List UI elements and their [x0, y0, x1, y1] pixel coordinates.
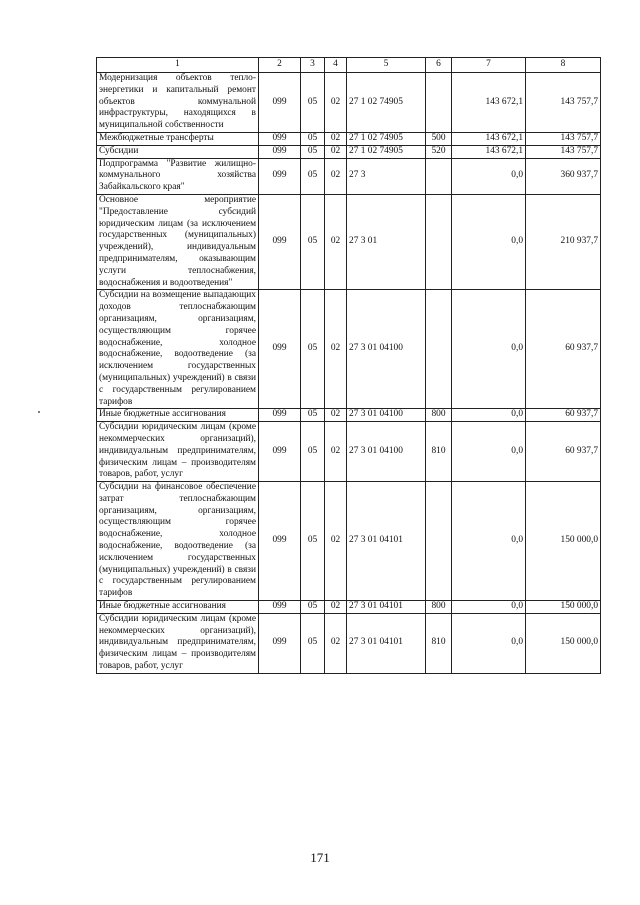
- ministry-code-cell: 099: [259, 422, 301, 482]
- section-code-cell: 05: [301, 409, 325, 422]
- amount-year1-cell: 0,0: [452, 409, 526, 422]
- table-row: [97, 409, 601, 422]
- row-name-cell: Иные бюджетные ассигнования: [97, 409, 259, 422]
- subsection-code-cell: 02: [325, 158, 347, 194]
- ministry-code-cell: 099: [259, 482, 301, 601]
- column-header: 7: [452, 58, 526, 73]
- target-article-cell: 27 3 01 04101: [347, 613, 426, 673]
- row-name-cell: Иные бюджетные ассигнования: [97, 601, 259, 614]
- amount-year2-cell: 60 937,7: [526, 290, 601, 409]
- table-row: [97, 145, 601, 158]
- ministry-code-cell: 099: [259, 73, 301, 133]
- target-article-cell: 27 3 01 04100: [347, 422, 426, 482]
- ministry-code-cell: 099: [259, 290, 301, 409]
- subsection-code-cell: 02: [325, 194, 347, 289]
- scan-speck: [38, 411, 40, 413]
- row-name-cell: Субсидии на возмещение выпадающих доходов теплоснабжающим организациям, организациям, осуществляющим горячее водоснабжение, холодное водоснабжение, водоотведение (за исключением государственных (муниципальных) учреждений) в связи с государственным регулированием тарифов: [97, 290, 259, 409]
- table-row: [97, 482, 601, 601]
- subsection-code-cell: 02: [325, 422, 347, 482]
- expense-type-cell: [426, 290, 452, 409]
- section-code-cell: 05: [301, 482, 325, 601]
- expense-type-cell: 520: [426, 145, 452, 158]
- table-row: [97, 601, 601, 614]
- target-article-cell: 27 3 01: [347, 194, 426, 289]
- table-body: [97, 73, 601, 674]
- row-name-cell: Субсидии юридическим лицам (кроме некоммерческих организаций), индивидуальным предпринимателям, физическим лицам – производителям товаров, работ, услуг: [97, 422, 259, 482]
- amount-year2-cell: 150 000,0: [526, 613, 601, 673]
- target-article-cell: 27 3 01 04100: [347, 290, 426, 409]
- column-header: 1: [97, 58, 259, 73]
- target-article-cell: 27 1 02 74905: [347, 73, 426, 133]
- amount-year1-cell: 143 672,1: [452, 145, 526, 158]
- subsection-code-cell: 02: [325, 145, 347, 158]
- subsection-code-cell: 02: [325, 601, 347, 614]
- section-code-cell: 05: [301, 158, 325, 194]
- table-row: [97, 194, 601, 289]
- column-header: 3: [301, 58, 325, 73]
- expense-type-cell: [426, 158, 452, 194]
- row-name-cell: Субсидии юридическим лицам (кроме некоммерческих организаций), индивидуальным предпринимателям, физическим лицам – производителям товаров, работ, услуг: [97, 613, 259, 673]
- row-name-cell: Основное мероприятие "Предоставление субсидий юридическим лицам (за исключением государственных (муниципальных) учреждений), индивидуальным предпринимателям, оказывающим услуги теплоснабжения, водоснабжения и водоотведения": [97, 194, 259, 289]
- expense-type-cell: [426, 194, 452, 289]
- column-header: 2: [259, 58, 301, 73]
- subsection-code-cell: 02: [325, 290, 347, 409]
- page-number: 171: [310, 850, 330, 865]
- amount-year1-cell: 0,0: [452, 613, 526, 673]
- amount-year1-cell: 0,0: [452, 290, 526, 409]
- table-row: [97, 132, 601, 145]
- ministry-code-cell: 099: [259, 613, 301, 673]
- amount-year2-cell: 360 937,7: [526, 158, 601, 194]
- table-row: [97, 422, 601, 482]
- column-header: 4: [325, 58, 347, 73]
- amount-year1-cell: 143 672,1: [452, 132, 526, 145]
- section-code-cell: 05: [301, 613, 325, 673]
- table-row: [97, 613, 601, 673]
- amount-year2-cell: 150 000,0: [526, 482, 601, 601]
- expense-type-cell: 800: [426, 601, 452, 614]
- amount-year1-cell: 0,0: [452, 601, 526, 614]
- subsection-code-cell: 02: [325, 73, 347, 133]
- amount-year2-cell: 210 937,7: [526, 194, 601, 289]
- amount-year2-cell: 60 937,7: [526, 422, 601, 482]
- expense-type-cell: 800: [426, 409, 452, 422]
- amount-year2-cell: 143 757,7: [526, 132, 601, 145]
- target-article-cell: 27 3 01 04100: [347, 409, 426, 422]
- column-header: 5: [347, 58, 426, 73]
- column-header: 6: [426, 58, 452, 73]
- budget-table: [96, 57, 601, 674]
- expense-type-cell: 810: [426, 422, 452, 482]
- row-name-cell: Субсидии: [97, 145, 259, 158]
- section-code-cell: 05: [301, 194, 325, 289]
- subsection-code-cell: 02: [325, 613, 347, 673]
- target-article-cell: 27 3: [347, 158, 426, 194]
- expense-type-cell: 500: [426, 132, 452, 145]
- table-row: [97, 290, 601, 409]
- table-row: [97, 158, 601, 194]
- section-code-cell: 05: [301, 290, 325, 409]
- target-article-cell: 27 3 01 04101: [347, 601, 426, 614]
- ministry-code-cell: 099: [259, 601, 301, 614]
- target-article-cell: 27 1 02 74905: [347, 132, 426, 145]
- amount-year2-cell: 60 937,7: [526, 409, 601, 422]
- subsection-code-cell: 02: [325, 409, 347, 422]
- section-code-cell: 05: [301, 422, 325, 482]
- ministry-code-cell: 099: [259, 132, 301, 145]
- subsection-code-cell: 02: [325, 132, 347, 145]
- section-code-cell: 05: [301, 132, 325, 145]
- expense-type-cell: 810: [426, 613, 452, 673]
- amount-year1-cell: 0,0: [452, 158, 526, 194]
- column-header: 8: [526, 58, 601, 73]
- expense-type-cell: [426, 73, 452, 133]
- amount-year1-cell: 0,0: [452, 194, 526, 289]
- target-article-cell: 27 3 01 04101: [347, 482, 426, 601]
- section-code-cell: 05: [301, 145, 325, 158]
- amount-year1-cell: 0,0: [452, 482, 526, 601]
- ministry-code-cell: 099: [259, 194, 301, 289]
- row-name-cell: Межбюджетные трансферты: [97, 132, 259, 145]
- table-header-row: [97, 58, 601, 73]
- ministry-code-cell: 099: [259, 409, 301, 422]
- section-code-cell: 05: [301, 601, 325, 614]
- table-row: [97, 73, 601, 133]
- amount-year1-cell: 0,0: [452, 422, 526, 482]
- amount-year2-cell: 143 757,7: [526, 73, 601, 133]
- section-code-cell: 05: [301, 73, 325, 133]
- ministry-code-cell: 099: [259, 145, 301, 158]
- row-name-cell: Подпрограмма "Развитие жилищно-коммунального хозяйства Забайкальского края": [97, 158, 259, 194]
- amount-year2-cell: 150 000,0: [526, 601, 601, 614]
- amount-year2-cell: 143 757,7: [526, 145, 601, 158]
- target-article-cell: 27 1 02 74905: [347, 145, 426, 158]
- row-name-cell: Модернизация объектов тепло-энергетики и капитальный ремонт объектов коммунальной инфраструктуры, находящихся в муниципальной собственности: [97, 73, 259, 133]
- ministry-code-cell: 099: [259, 158, 301, 194]
- expense-type-cell: [426, 482, 452, 601]
- row-name-cell: Субсидии на финансовое обеспечение затрат теплоснабжающим организациям, организациям, осуществляющим горячее водоснабжение, холодное водоснабжение, водоотведение (за исключением государственных (муниципальных) учреждений) в связи с государственным регулированием тарифов: [97, 482, 259, 601]
- subsection-code-cell: 02: [325, 482, 347, 601]
- amount-year1-cell: 143 672,1: [452, 73, 526, 133]
